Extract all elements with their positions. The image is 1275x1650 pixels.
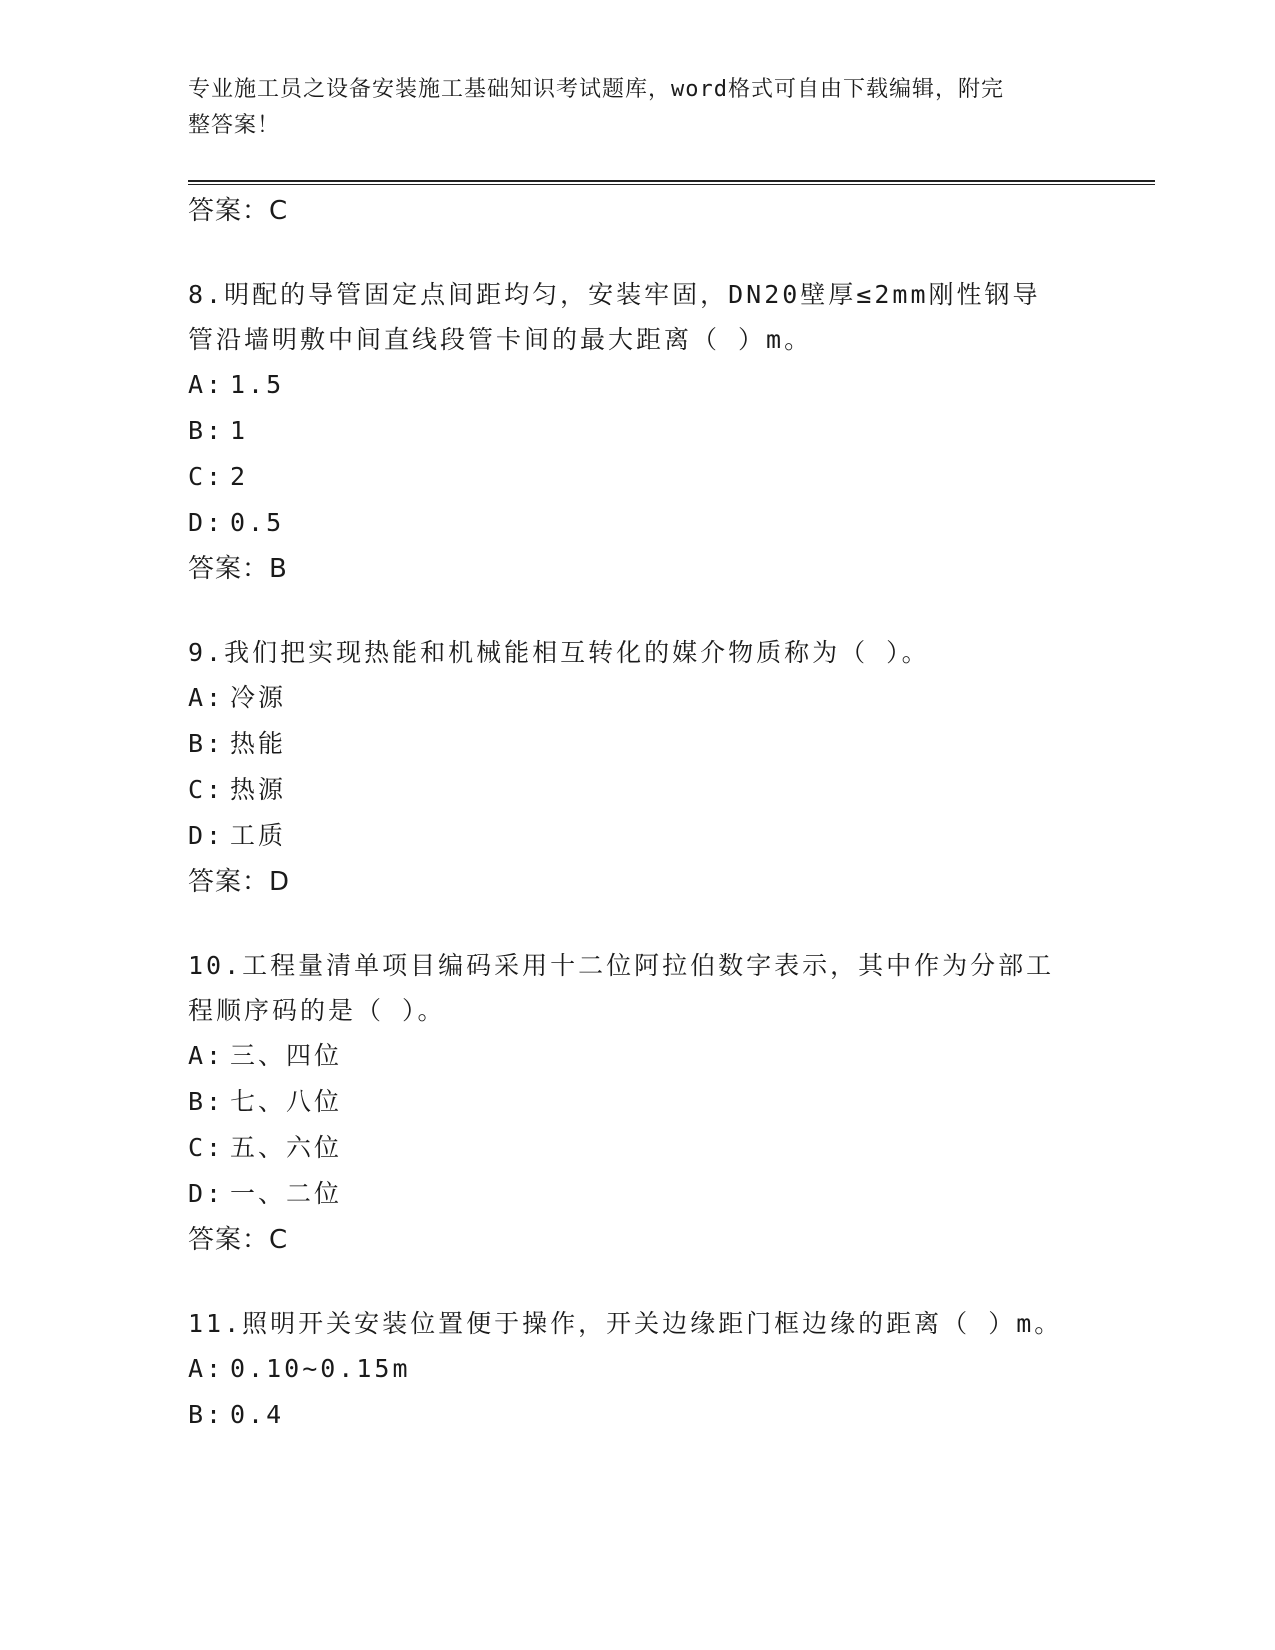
question-10-text-line-1: 10.工程量清单项目编码采用十二位阿拉伯数字表示，其中作为分部工	[188, 951, 1055, 980]
question-10-option-d	[188, 1171, 1148, 1217]
option-text: 2	[230, 462, 249, 491]
question-8-option-c	[188, 454, 1148, 500]
question-10-answer: 答案：C	[188, 1225, 289, 1255]
option-key: B:	[188, 1400, 225, 1429]
option-key: D:	[188, 1179, 225, 1208]
option-text: 0.4	[230, 1400, 285, 1429]
option-key: B:	[188, 416, 225, 445]
option-key: D:	[188, 508, 225, 537]
option-text: 0.5	[230, 508, 285, 537]
question-9-answer: 答案：D	[188, 867, 291, 897]
option-key: C:	[188, 462, 225, 491]
question-list	[188, 188, 1148, 1438]
header-line-2: 整答案！	[188, 113, 281, 138]
option-text: 一、二位	[230, 1179, 343, 1208]
question-11-option-b	[188, 1392, 1148, 1438]
option-key: A:	[188, 370, 225, 399]
option-key: A:	[188, 683, 225, 712]
option-key: A:	[188, 1354, 225, 1383]
option-text: 1	[230, 416, 249, 445]
option-text: 冷源	[230, 683, 287, 712]
question-10-option-b	[188, 1079, 1148, 1125]
spacer	[188, 905, 1148, 943]
option-text: 热能	[230, 729, 287, 758]
option-key: C:	[188, 1133, 225, 1162]
document-header	[188, 72, 1088, 144]
header-line-1: 专业施工员之设备安装施工基础知识考试题库，word格式可自由下载编辑，附完	[188, 77, 1004, 102]
option-key: B:	[188, 1087, 225, 1116]
previous-answer: 答案：C	[188, 196, 289, 226]
question-10-option-a	[188, 1033, 1148, 1079]
question-9-option-b	[188, 721, 1148, 767]
question-8-option-b	[188, 408, 1148, 454]
option-text: 工质	[230, 821, 287, 850]
question-10-text-line-2: 程顺序码的是（ ）。	[188, 996, 446, 1025]
question-8	[188, 272, 1148, 592]
option-text: 三、四位	[230, 1041, 343, 1070]
question-9	[188, 630, 1148, 905]
question-8-text-line-1: 8.明配的导管固定点间距均匀，安装牢固，DN20壁厚≤2mm刚性钢导	[188, 280, 1041, 309]
spacer	[188, 592, 1148, 630]
option-key: A:	[188, 1041, 225, 1070]
question-8-text-line-2: 管沿墙明敷中间直线段管卡间的最大距离（ ）m。	[188, 325, 813, 354]
header-divider-thin	[188, 184, 1155, 185]
option-text: 0.10~0.15m	[230, 1354, 411, 1383]
question-8-answer: 答案：B	[188, 554, 288, 584]
option-text: 1.5	[230, 370, 285, 399]
option-text: 五、六位	[230, 1133, 343, 1162]
question-9-option-c	[188, 767, 1148, 813]
option-key: B:	[188, 729, 225, 758]
option-text: 七、八位	[230, 1087, 343, 1116]
question-8-option-d	[188, 500, 1148, 546]
question-8-option-a	[188, 362, 1148, 408]
header-divider-thick	[188, 180, 1155, 182]
spacer	[188, 1263, 1148, 1301]
question-9-option-a	[188, 675, 1148, 721]
spacer	[188, 234, 1148, 272]
option-key: C:	[188, 775, 225, 804]
option-text: 热源	[230, 775, 287, 804]
question-9-option-d	[188, 813, 1148, 859]
question-9-text-line-1: 9.我们把实现热能和机械能相互转化的媒介物质称为（ ）。	[188, 638, 930, 667]
question-11	[188, 1301, 1148, 1438]
question-11-text-line-1: 11.照明开关安装位置便于操作，开关边缘距门框边缘的距离（ ）m。	[188, 1309, 1063, 1338]
question-10	[188, 943, 1148, 1263]
question-10-option-c	[188, 1125, 1148, 1171]
question-11-option-a	[188, 1346, 1148, 1392]
option-key: D:	[188, 821, 225, 850]
